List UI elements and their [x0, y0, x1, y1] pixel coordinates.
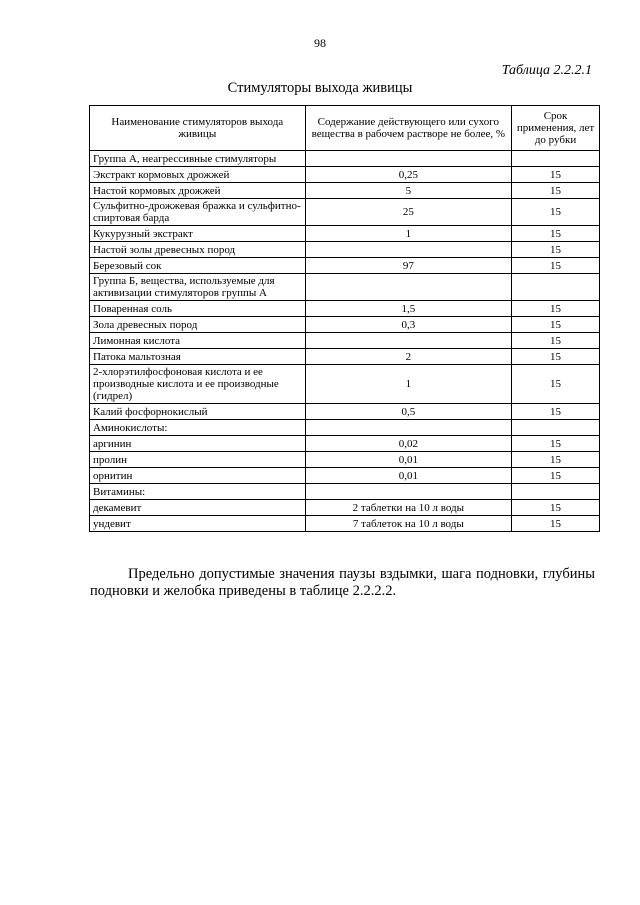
table-row	[90, 301, 600, 317]
cell-content	[305, 274, 511, 301]
table-row	[90, 365, 600, 404]
cell-content	[305, 420, 511, 436]
table-row	[90, 183, 600, 199]
cell-name: пролин	[90, 452, 306, 468]
cell-name: 2-хлорэтилфосфоновая кислота и ее производные кислота и ее производные (гидрел)	[90, 365, 306, 404]
cell-name: Группа Б, вещества, используемые для активизации стимуляторов группы А	[90, 274, 306, 301]
cell-name: Группа А, неагрессивные стимуляторы	[90, 151, 306, 167]
cell-content: 1	[305, 365, 511, 404]
table-row	[90, 484, 600, 500]
cell-term: 15	[512, 226, 600, 242]
table-row	[90, 333, 600, 349]
cell-name: Настой золы древесных пород	[90, 242, 306, 258]
table-row	[90, 167, 600, 183]
cell-name: аргинин	[90, 436, 306, 452]
cell-name: Экстракт кормовых дрожжей	[90, 167, 306, 183]
cell-content: 5	[305, 183, 511, 199]
cell-term: 15	[512, 301, 600, 317]
cell-term: 15	[512, 516, 600, 532]
cell-content: 0,02	[305, 436, 511, 452]
cell-term	[512, 151, 600, 167]
cell-term: 15	[512, 183, 600, 199]
cell-term: 15	[512, 436, 600, 452]
cell-name: Лимонная кислота	[90, 333, 306, 349]
cell-name: ундевит	[90, 516, 306, 532]
cell-content: 7 таблеток на 10 л воды	[305, 516, 511, 532]
cell-term: 15	[512, 317, 600, 333]
page-number: 98	[314, 36, 326, 50]
cell-name: Поваренная соль	[90, 301, 306, 317]
table-row	[90, 404, 600, 420]
table-row	[90, 516, 600, 532]
cell-term: 15	[512, 199, 600, 226]
table-row	[90, 436, 600, 452]
cell-name: Настой кормовых дрожжей	[90, 183, 306, 199]
stimulators-table	[89, 105, 600, 532]
cell-content: 0,01	[305, 468, 511, 484]
cell-content: 0,25	[305, 167, 511, 183]
table-row	[90, 500, 600, 516]
cell-name: Витамины:	[90, 484, 306, 500]
cell-content: 0,3	[305, 317, 511, 333]
cell-content: 0,01	[305, 452, 511, 468]
cell-name: Кукурузный экстракт	[90, 226, 306, 242]
table-row	[90, 274, 600, 301]
cell-content	[305, 484, 511, 500]
cell-term: 15	[512, 242, 600, 258]
cell-term: 15	[512, 349, 600, 365]
cell-name: Зола древесных пород	[90, 317, 306, 333]
column-header-name: Наименование стимуляторов выхода живицы	[90, 106, 306, 151]
table-body	[90, 151, 600, 532]
cell-content: 2 таблетки на 10 л воды	[305, 500, 511, 516]
body-paragraph: Предельно допустимые значения паузы вздымки, шага подновки, глубины подновки и желобка приведены в таблице 2.2.2.2.	[90, 566, 595, 599]
cell-term: 15	[512, 167, 600, 183]
cell-content: 1	[305, 226, 511, 242]
column-header-term: Срок применения, лет до рубки	[512, 106, 600, 151]
cell-term	[512, 420, 600, 436]
cell-content	[305, 151, 511, 167]
table-row	[90, 420, 600, 436]
cell-content: 1,5	[305, 301, 511, 317]
table-row	[90, 349, 600, 365]
table-row	[90, 452, 600, 468]
cell-term: 15	[512, 452, 600, 468]
table-header-row	[90, 106, 600, 151]
cell-name: орнитин	[90, 468, 306, 484]
cell-name: декамевит	[90, 500, 306, 516]
cell-content: 25	[305, 199, 511, 226]
cell-content	[305, 242, 511, 258]
cell-content	[305, 333, 511, 349]
table-title: Стимуляторы выхода живицы	[227, 80, 413, 96]
table-row	[90, 258, 600, 274]
cell-name: Калий фосфорнокислый	[90, 404, 306, 420]
table-row	[90, 199, 600, 226]
cell-term: 15	[512, 404, 600, 420]
cell-term	[512, 274, 600, 301]
cell-name: Аминокислоты:	[90, 420, 306, 436]
column-header-content: Содержание действующего или сухого вещества в рабочем растворе не более, %	[305, 106, 511, 151]
table-row	[90, 317, 600, 333]
cell-term: 15	[512, 258, 600, 274]
cell-term: 15	[512, 500, 600, 516]
cell-term: 15	[512, 333, 600, 349]
cell-term: 15	[512, 365, 600, 404]
cell-name: Сульфитно-дрожжевая бражка и сульфитно-спиртовая барда	[90, 199, 306, 226]
table-label: Таблица 2.2.2.1	[501, 63, 592, 78]
table-row	[90, 242, 600, 258]
cell-term	[512, 484, 600, 500]
table-row	[90, 151, 600, 167]
cell-name: Березовый сок	[90, 258, 306, 274]
table-row	[90, 468, 600, 484]
cell-name: Патока мальтозная	[90, 349, 306, 365]
table-row	[90, 226, 600, 242]
cell-content: 97	[305, 258, 511, 274]
cell-content: 0,5	[305, 404, 511, 420]
cell-content: 2	[305, 349, 511, 365]
cell-term: 15	[512, 468, 600, 484]
